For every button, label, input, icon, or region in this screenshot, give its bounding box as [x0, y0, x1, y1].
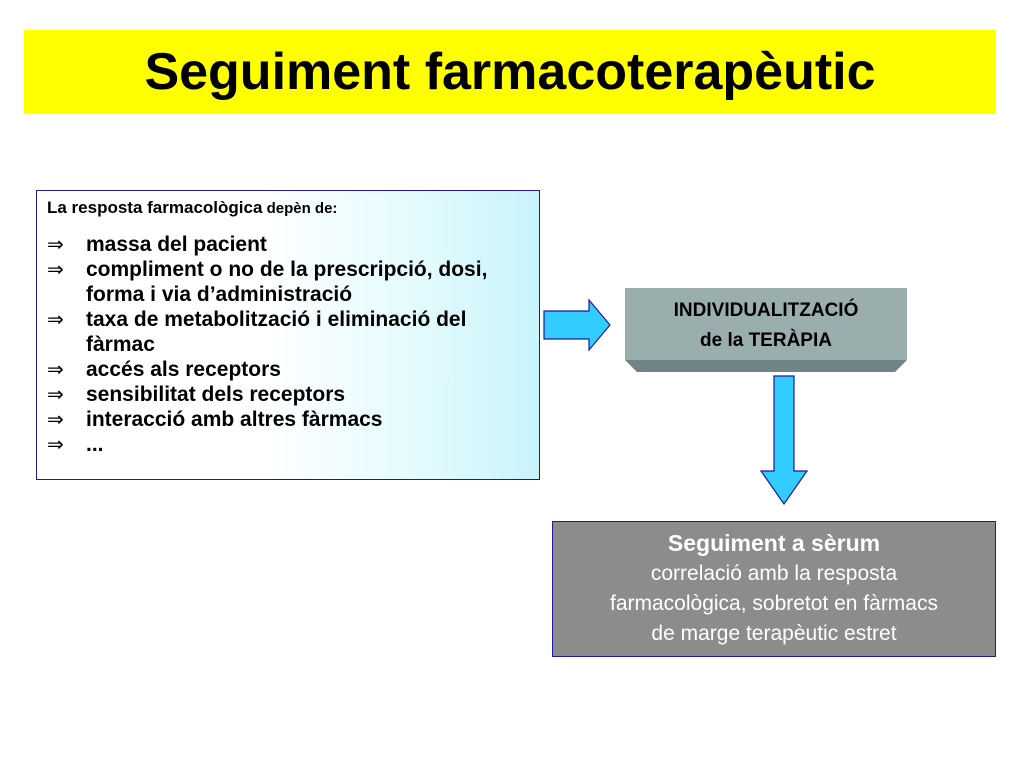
implies-arrow-icon: ⇒ — [47, 407, 64, 431]
factor-text: compliment o no de la prescripció, dosi, forma i via d’administració — [86, 258, 488, 306]
individualization-label — [625, 296, 907, 356]
list-item — [47, 382, 529, 407]
page-title: Seguiment farmacoterapèutic — [144, 43, 876, 101]
factor-text: accés als receptors — [86, 358, 281, 381]
factor-text: taxa de metabolització i eliminació del fàrmac — [86, 308, 467, 356]
list-item — [47, 357, 529, 382]
individualization-line1: INDIVIDUALITZACIÓ — [673, 300, 859, 321]
factor-text: sensibilitat dels receptors — [86, 383, 346, 406]
factors-heading-rest: depèn de: — [262, 200, 338, 217]
factors-heading — [47, 195, 529, 222]
factors-list — [47, 232, 529, 457]
list-item — [47, 407, 529, 432]
individualization-line2: de la TERÀPIA — [700, 330, 832, 351]
implies-arrow-icon: ⇒ — [47, 432, 64, 456]
implies-arrow-icon: ⇒ — [47, 257, 64, 281]
right-arrow-icon — [543, 298, 611, 352]
serum-desc-line1: correlació amb la resposta — [650, 562, 898, 585]
list-item — [47, 257, 529, 307]
individualization-box — [625, 288, 907, 372]
factor-text: interacció amb altres fàrmacs — [86, 408, 383, 431]
factors-box — [36, 190, 540, 480]
list-item — [47, 432, 529, 457]
serum-desc-line3: de marge terapèutic estret — [651, 622, 897, 645]
title-banner — [24, 30, 996, 114]
factor-text: massa del pacient — [86, 233, 267, 256]
serum-monitoring-box — [552, 521, 996, 657]
serum-desc-line2: farmacològica, sobretot en fàrmacs — [610, 592, 938, 615]
implies-arrow-icon: ⇒ — [47, 232, 64, 256]
implies-arrow-icon: ⇒ — [47, 357, 64, 381]
serum-title: Seguiment a sèrum — [667, 530, 881, 556]
list-item — [47, 307, 529, 357]
factor-text: ... — [86, 433, 104, 456]
factors-heading-bold: La resposta farmacològica — [47, 198, 263, 217]
implies-arrow-icon: ⇒ — [47, 382, 64, 406]
down-arrow-icon — [760, 375, 808, 505]
implies-arrow-icon: ⇒ — [47, 307, 64, 331]
list-item — [47, 232, 529, 257]
